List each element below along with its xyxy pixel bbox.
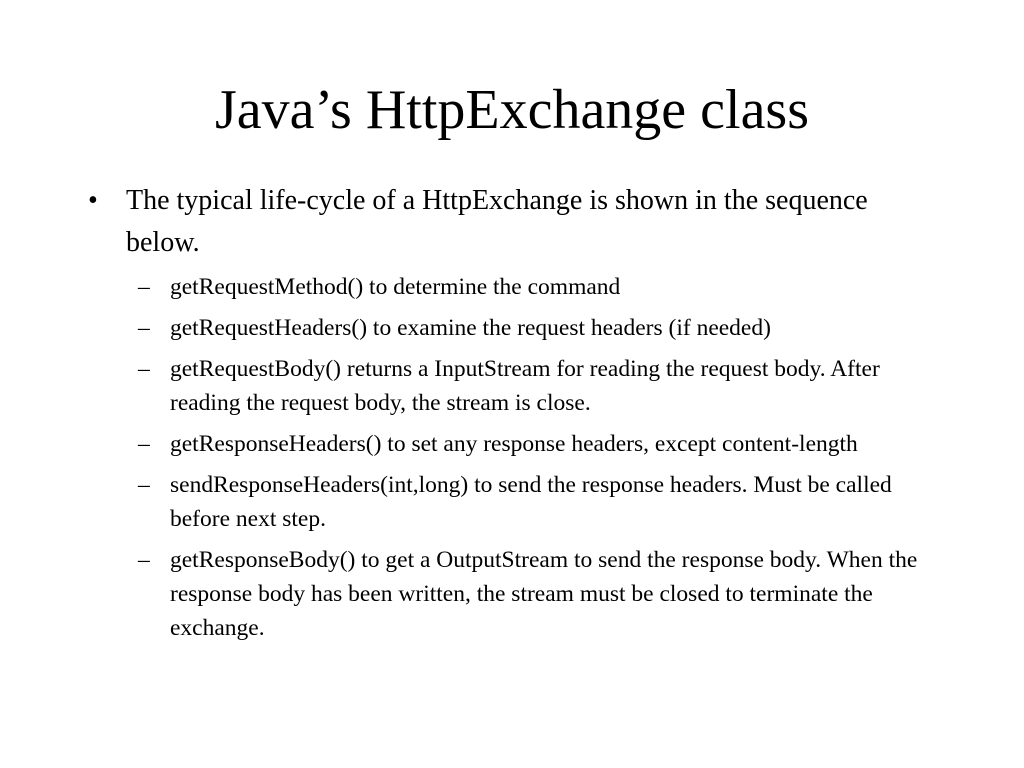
subitem-6: – getResponseBody() to get a OutputStream to send the response body. When the response body has been written, the stream must be closed to terminate the exchange.	[88, 543, 948, 645]
subitem-2: – getRequestHeaders() to examine the request headers (if needed)	[88, 311, 948, 345]
subitem-3: – getRequestBody() returns a InputStream for reading the request body. After reading the request body, the stream is close.	[88, 352, 948, 420]
slide-title: Java’s HttpExchange class	[214, 79, 810, 141]
subitem-4: – getResponseHeaders() to set any response headers, except content-length	[88, 427, 948, 461]
main-bullet: • The typical life-cycle of a HttpExchange is shown in the sequence below.	[88, 180, 948, 264]
bullet-list	[88, 180, 948, 652]
subitem-5: – sendResponseHeaders(int,long) to send the response headers. Must be called before next step.	[88, 468, 948, 536]
subitem-1: – getRequestMethod() to determine the command	[88, 270, 948, 304]
